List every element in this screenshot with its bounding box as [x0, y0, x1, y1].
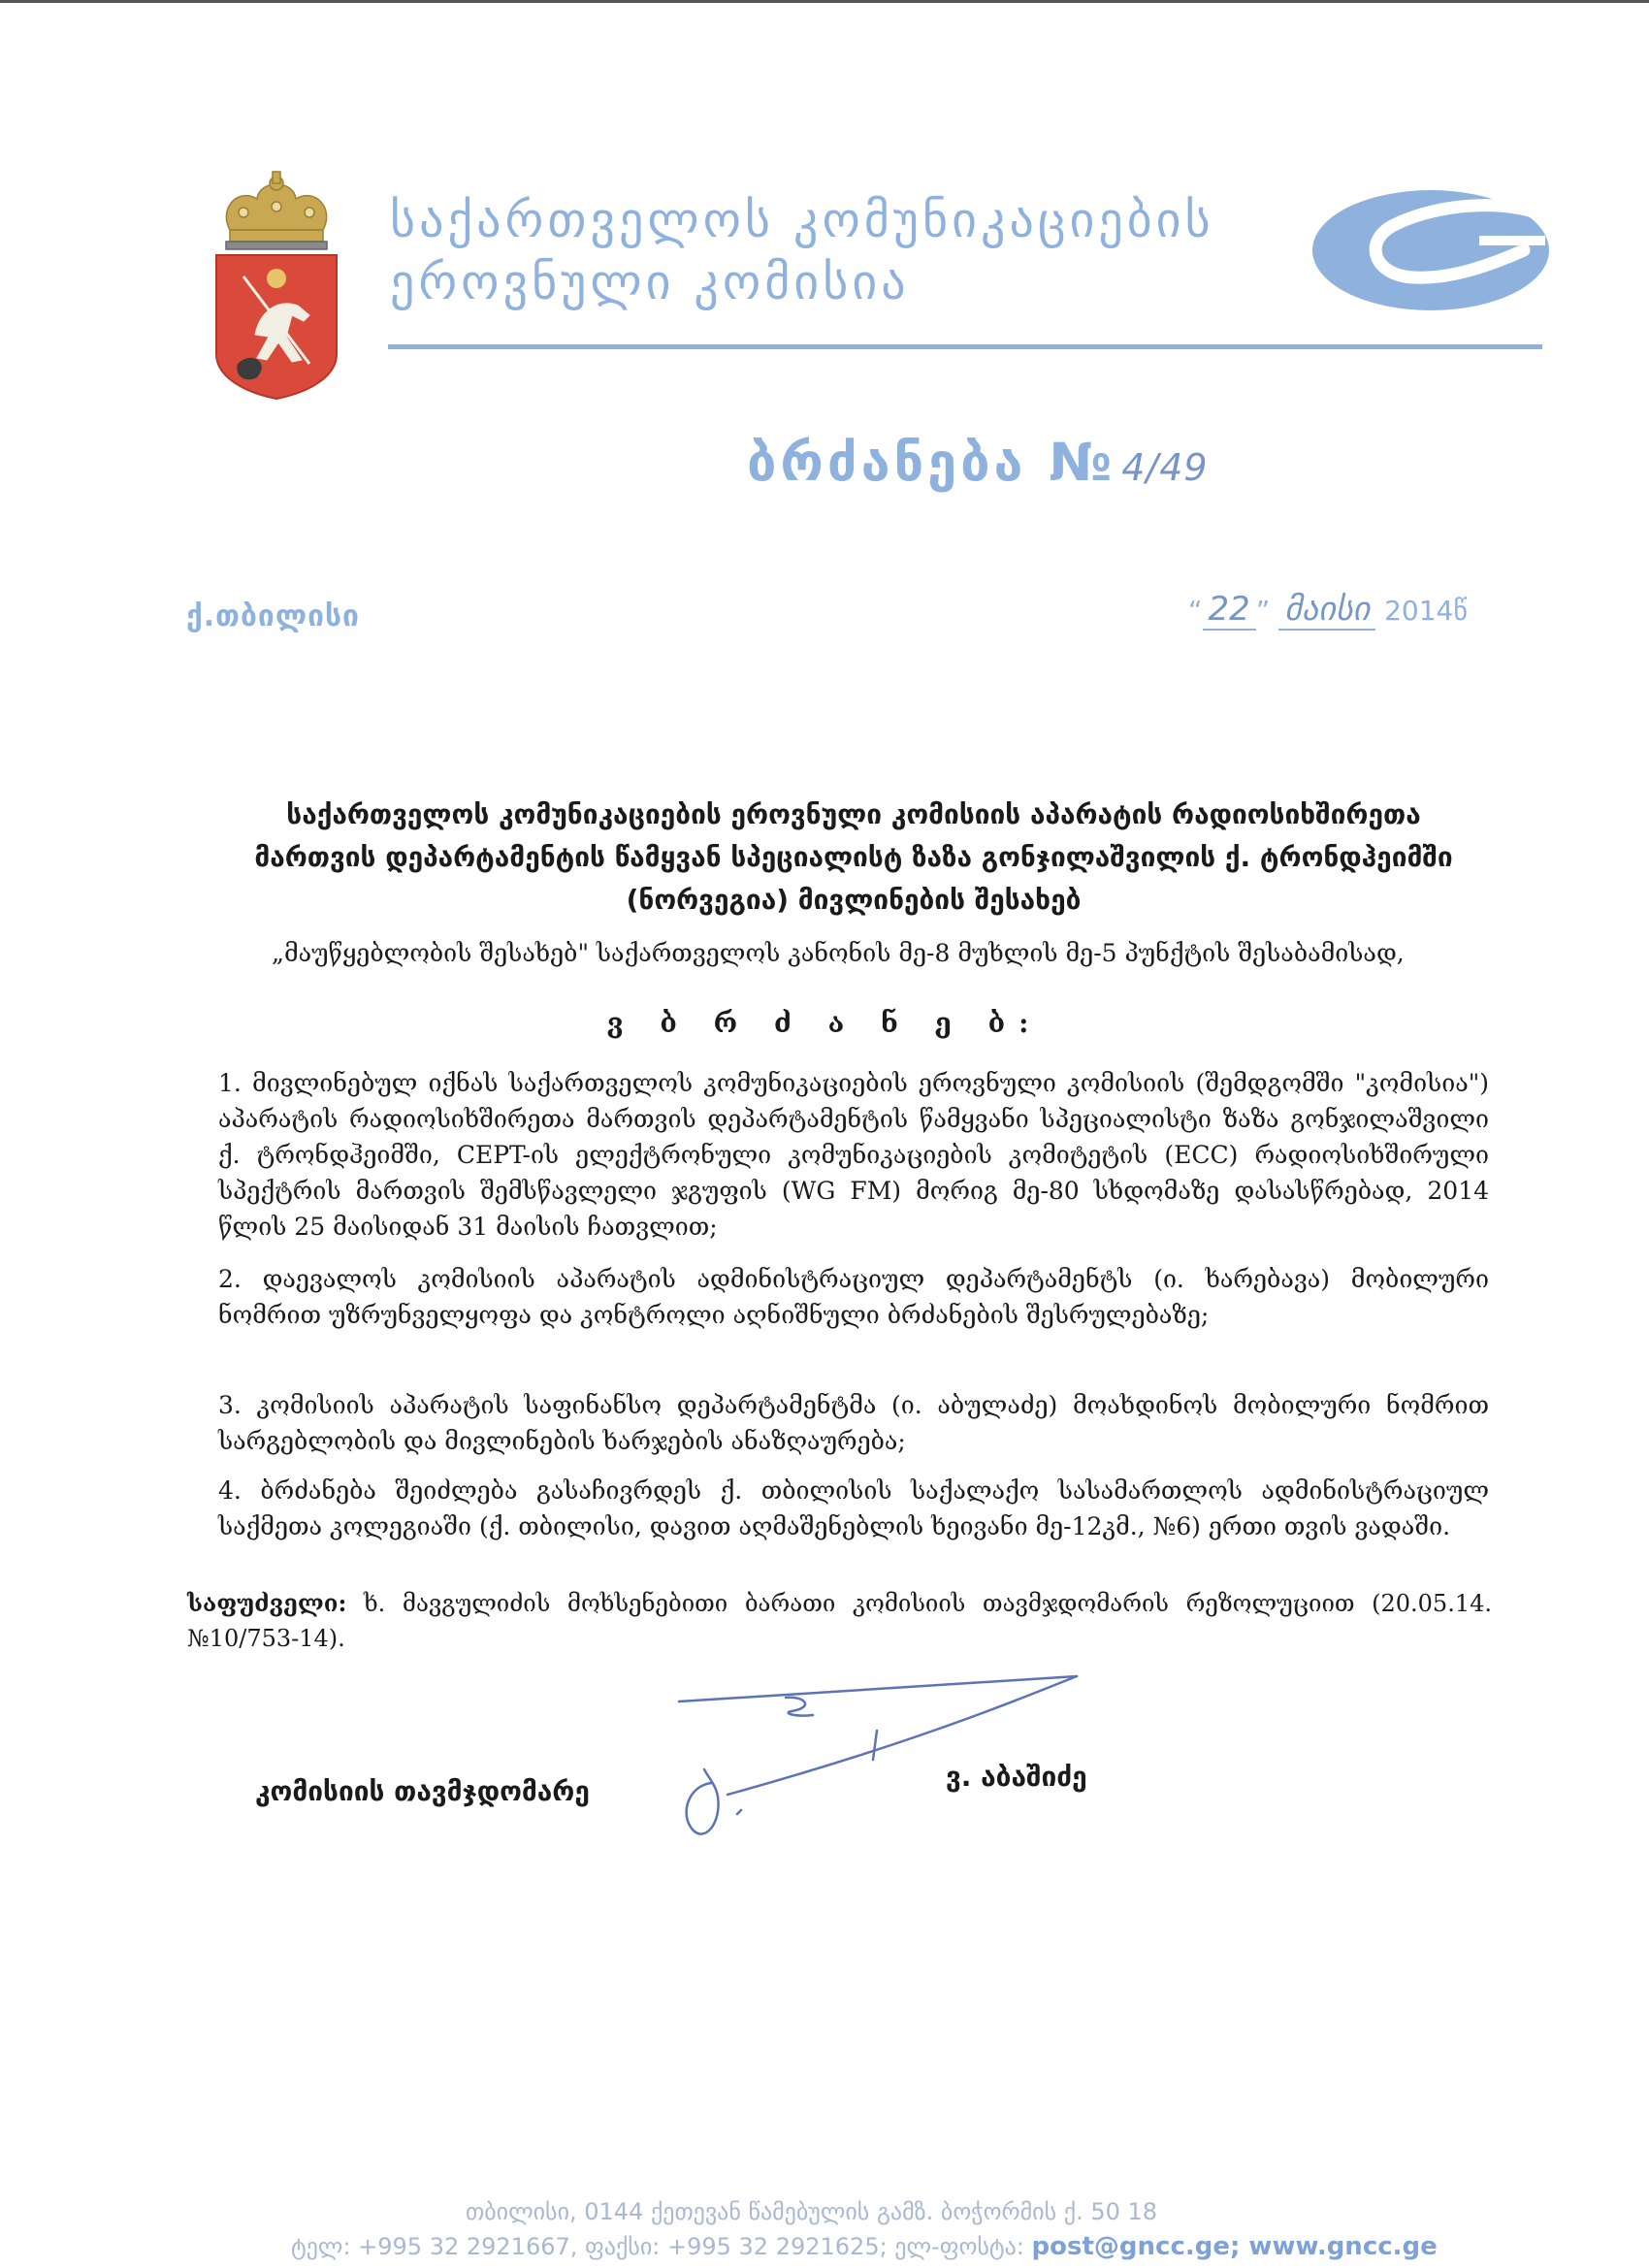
footer-email-web-link[interactable]: post@gncc.ge; www.gncc.ge	[1031, 2232, 1438, 2261]
footer-phone: ტელ: +995 32 2921667, ფაქსი: +995 32 2921625; ელ-ფოსტა:	[291, 2233, 1024, 2260]
organization-name-line-2: ეროვნული კომისია	[390, 254, 910, 310]
order-paragraph-3: 3. კომისიის აპარატის საფინანსო დეპარტამენტმა (ი. აბულაძე) მოახდინოს მობილური ნომრით სარგებლობის და მივლინების ხარჯების ანაზღაურება;	[218, 1391, 1489, 1455]
basis-note	[187, 1586, 1492, 1656]
order-number: 4/49	[1121, 446, 1209, 489]
date-day: 22	[1203, 590, 1256, 631]
basis-text: ხ. მავგულიძის მოხსენებითი ბარათი კომისიის თავმჯდომარის რეზოლუციით (20.05.14. №10/753-14).	[187, 1590, 1492, 1652]
orders-heading: ვ ბ რ ძ ა ნ ე ბ:	[606, 1007, 1043, 1039]
preamble: „მაუწყებლობის შესახებ" საქართველოს კანონის მე-8 მუხლის მე-5 პუნქტის შესაბამისად,	[272, 939, 1405, 967]
order-title	[747, 432, 1209, 493]
order-paragraph-4: 4. ბრძანება შეიძლება გასაჩივრდეს ქ. თბილისის საქალაქო სასამართლოს ადმინისტრაციულ საქმეთა კოლეგიაში (ქ. თბილისი, დავით აღმაშენებლის ხეივანი მე-12კმ., №6) ერთი თვის ვადაში.	[218, 1476, 1489, 1540]
scan-top-edge	[0, 0, 1649, 3]
footer-address: თბილისი, 0144 ქეთევან წამებულის გამზ. ბოჭორმის ქ. 50 18	[466, 2198, 1158, 2225]
signatory-name: ვ. აბაშიძე	[946, 1761, 1087, 1793]
order-paragraph-2: 2. დაევალოს კომისიის აპარატის ადმინისტრაციულ დეპარტამენტს (ი. ხარებავა) მობილური ნომრით უზრუნველყოფა და კონტროლი აღნიშნული ბრძანების შესრულებაზე;	[218, 1265, 1489, 1329]
footer	[291, 2194, 1649, 2264]
organization-name	[390, 189, 1263, 313]
footer-contacts	[291, 2229, 1649, 2264]
header-rule	[388, 344, 1542, 349]
order-date: “ 22 ” მაისი 2014წ	[1188, 590, 1468, 629]
coat-of-arms-icon	[209, 170, 344, 403]
gncc-logo-icon	[1305, 182, 1557, 318]
city-label: ქ.თბილისი	[186, 599, 360, 633]
organization-name-line-1: საქართველოს კომუნიკაციების	[390, 192, 1214, 248]
order-title-label: ბრძანება №	[747, 432, 1116, 493]
signatory-position: კომისიის თავმჯდომარე	[255, 1775, 590, 1807]
date-year: 2014წ	[1384, 595, 1468, 627]
order-paragraph-1: 1. მივლინებულ იქნას საქართველოს კომუნიკაციების ეროვნული კომისიის (შემდგომში "კომისია") აპარატის რადიოსიხშირეთა მართვის დეპარტამენტის წამყვანი სპეციალისტი ზაზა გონჯილაშვილი ქ. ტრონდჰეიმში, CEPT-ის ელექტრონული კომუნიკაციების კომიტეტის (ECC) რადიოსიხშირული სპექტრის მართვის შემსწავლელი ჯგუფის (WG FM) მორიგ მე-80 სხდომაზე დასასწრებად, 2014 წლის 25 მაისიდან 31 მაისის ჩათვლით;	[218, 1069, 1489, 1241]
date-month: მაისი	[1278, 590, 1375, 631]
basis-label: საფუძველი:	[187, 1589, 347, 1617]
document-title: საქართველოს კომუნიკაციების ეროვნული კომისიის აპარატის რადიოსიხშირეთა მართვის დეპარტამენტის წამყვან სპეციალისტ ზაზა გონჯილაშვილის ქ. ტრონდჰეიმში (ნორვეგია) მივლინების შესახებ	[254, 798, 1453, 916]
